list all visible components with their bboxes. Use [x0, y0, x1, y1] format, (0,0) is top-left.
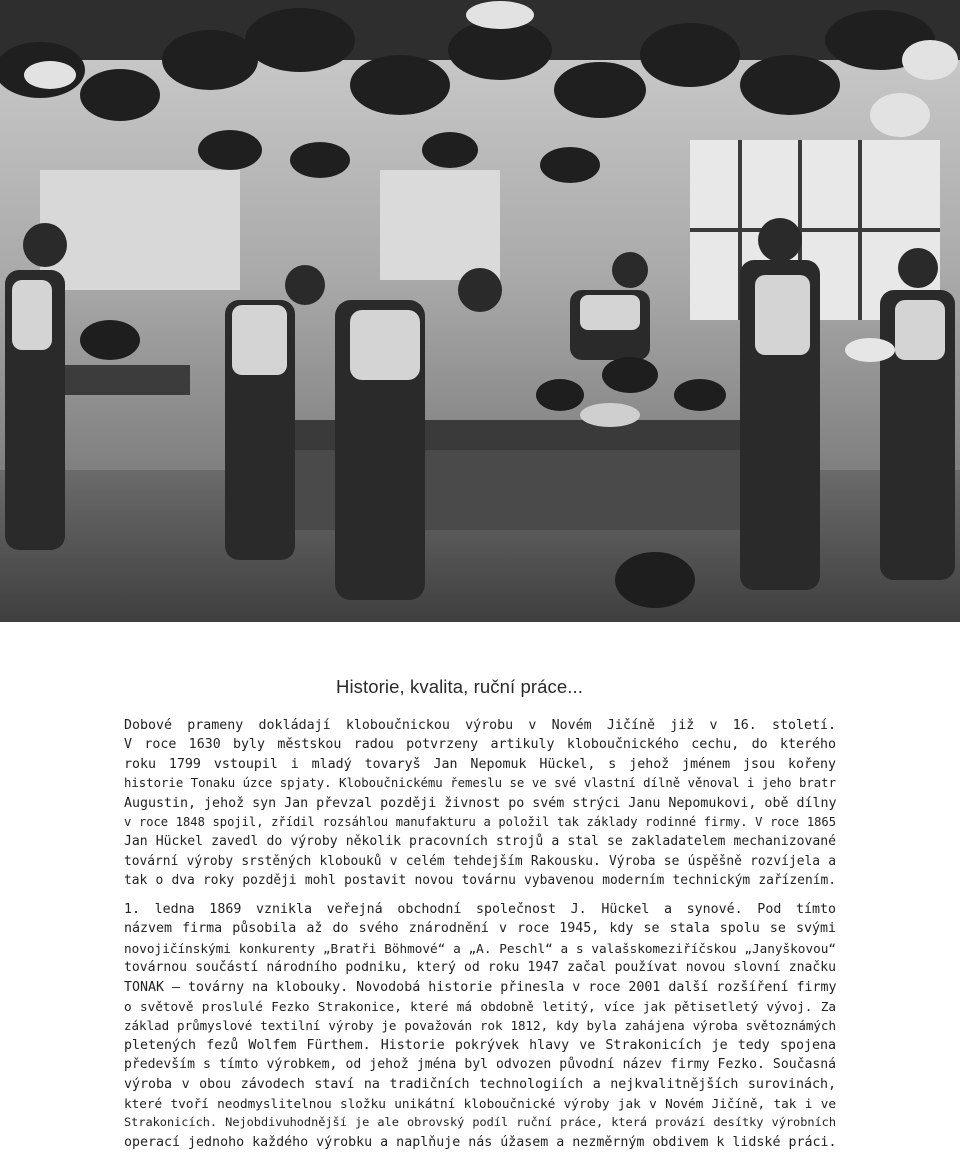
paragraph-line: které tvoří neodmyslitelnou složku unikátní kloboučnické výroby jak v Novém Jičíně, tak i ve	[124, 1096, 836, 1112]
paragraph-line: především s tímto výrobkem, od jehož jména byl odvozen původní název firmy Fezko. Současná	[124, 1057, 836, 1073]
paragraph-line: novojičínskými konkurenty „Bratři Böhmové“ a „A. Peschl“ a s valašskomeziříčskou „Janyškovou“	[124, 940, 836, 956]
paragraph-history	[124, 716, 836, 891]
paragraph-line: názvem firma působila až do svého znárodnění v roce 1945, kdy se stala spolu se svými	[124, 921, 836, 937]
paragraph-line: tovární výroby srstěných klobouků v celém tehdejším Rakousku. Výroba se úspěšně rozvíjela a	[124, 853, 836, 869]
paragraph-line: V roce 1630 byly městskou radou potvrzeny artikuly kloboučnického cechu, do kterého	[124, 737, 836, 753]
paragraph-line: pletených fezů Wolfem Fürthem. Historie pokrývek hlavy ve Strakonicích je tedy spojena	[124, 1037, 836, 1053]
paragraph-line: Strakonicích. Nejobdivuhodnější je ale obrovský podíl ruční práce, která provází desítky výrobních	[124, 1115, 836, 1130]
paragraph-line: o světově proslulé Fezko Strakonice, které má obdobně letitý, více jak pětisetletý vývoj. Za	[124, 999, 836, 1015]
paragraph-line: TONAK – továrny na klobouky. Novodobá historie přinesla v roce 2001 další rozšíření firmy	[124, 979, 836, 995]
paragraph-line: Augustin, jehož syn Jan převzal později živnost po svém strýci Janu Nepomukovi, obě dílny	[124, 795, 836, 811]
paragraph-line: roku 1799 vstoupil i mladý tovaryš Jan Nepomuk Hückel, s jehož jménem jsou kořeny	[124, 756, 836, 772]
paragraph-line: tak o dva roky později mohl postavit novou továrnu vybavenou moderním technickým zařízením.	[124, 873, 836, 889]
paragraph-line: historie Tonaku úzce spjaty. Kloboučnickému řemeslu se ve své vlastní dílně věnoval i jeho bratr	[124, 776, 836, 791]
paragraph-line: výroba v obou závodech staví na tradičních technologiích a nejkvalitnějších surovinách,	[124, 1076, 836, 1092]
paragraph-line: továrnou součástí národního podniku, který od roku 1947 začal používat novou slovní značku	[124, 960, 836, 976]
paragraph-line: operací jednoho každého výrobku a naplňuje nás úžasem a nezměrným obdivem k lidské práci.	[124, 1134, 836, 1150]
paragraph-line: Jan Hückel zavedl do výroby několik pracovních strojů a stal se zakladatelem mechanizované	[124, 834, 836, 850]
paragraph-line: základ průmyslové textilní výroby je považován rok 1812, kdy byla zahájena výroba světoznámých	[124, 1018, 836, 1034]
paragraph-line: Dobové prameny dokládají kloboučnickou výrobu v Novém Jičíně již v 16. století.	[124, 718, 836, 733]
page-title: Historie, kvalita, ruční práce...	[336, 676, 583, 697]
paragraph-line: v roce 1848 spojil, zřídil rozsáhlou manufakturu a položil tak základy rodinné firmy. V roce 1865	[124, 815, 836, 830]
paragraph-company	[124, 900, 836, 1152]
paragraph-line: 1. ledna 1869 vznikla veřejná obchodní společnost J. Hückel a synové. Pod tímto	[124, 902, 836, 917]
